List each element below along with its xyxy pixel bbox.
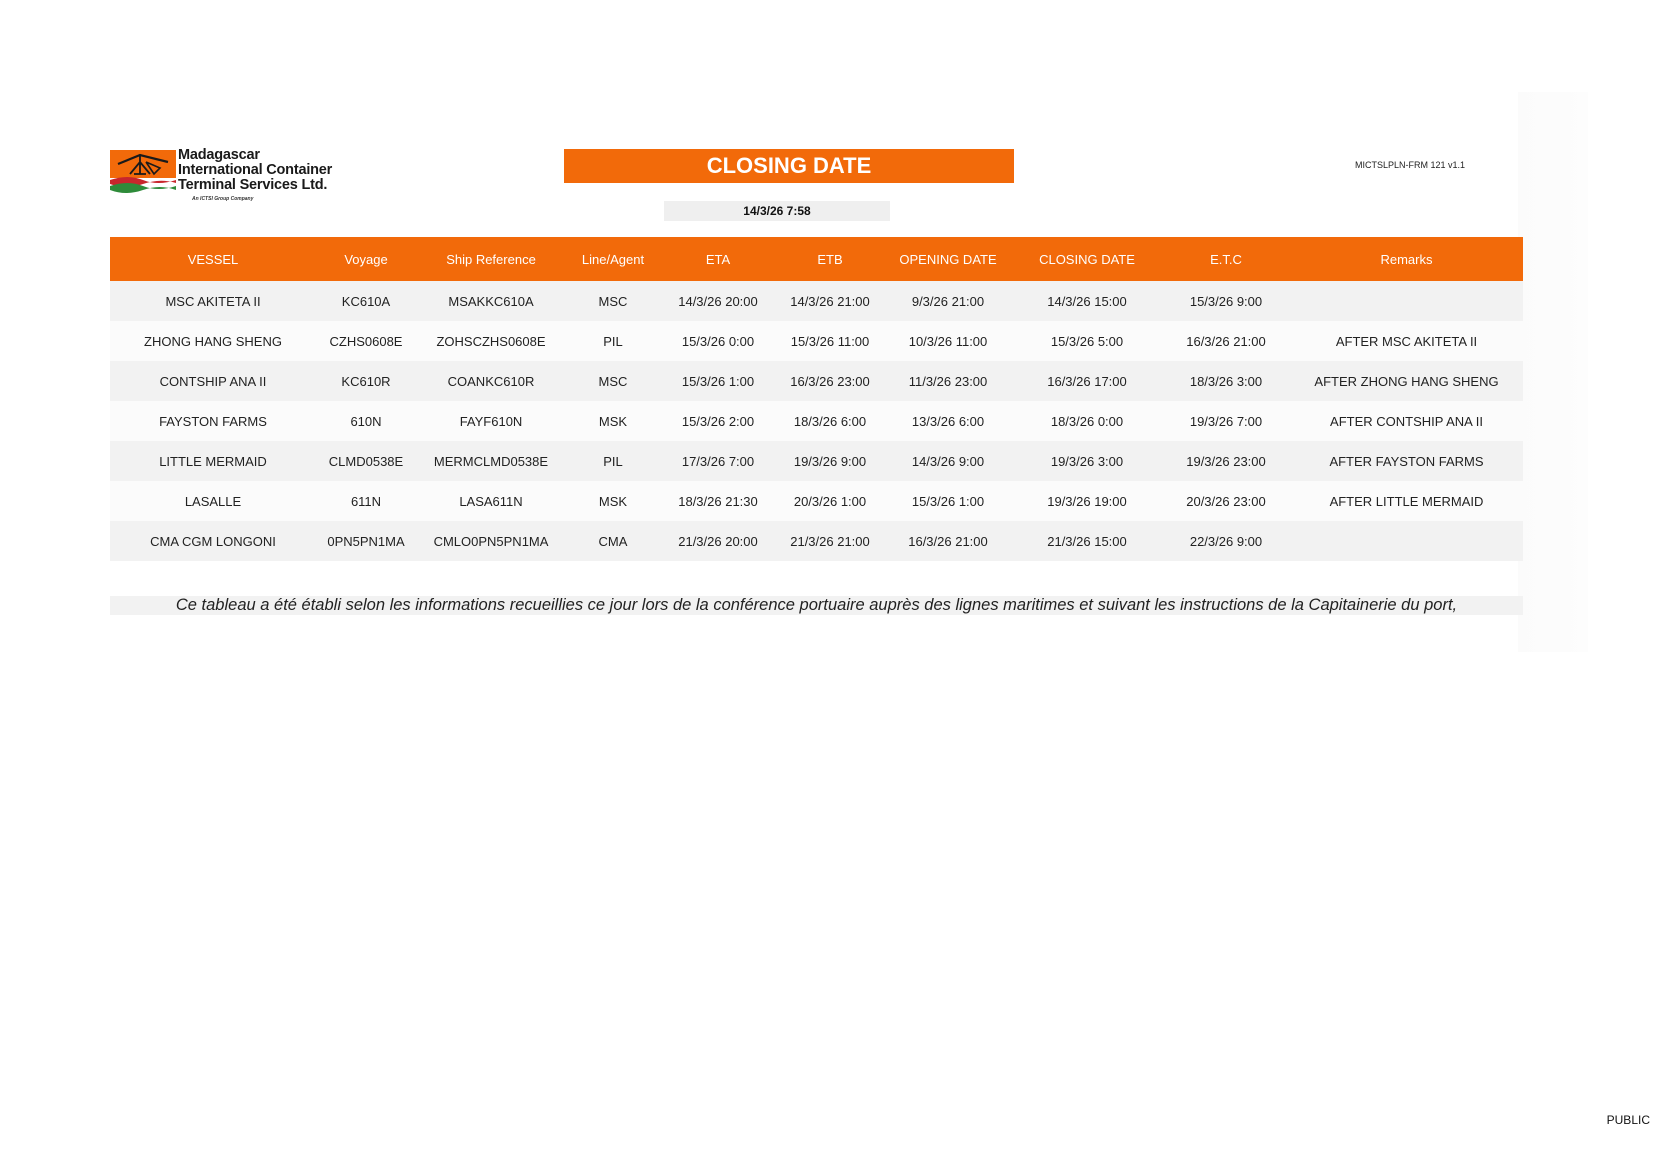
table-row (110, 481, 1523, 521)
crane-logo-icon (110, 150, 176, 196)
cell-etb: 16/3/26 23:00 (776, 361, 884, 401)
column-header-etc: E.T.C (1162, 237, 1290, 281)
cell-etb: 20/3/26 1:00 (776, 481, 884, 521)
cell-line-agent: MSK (566, 401, 660, 441)
cell-remarks: AFTER FAYSTON FARMS (1290, 441, 1523, 481)
cell-ship-reference: MSAKKC610A (416, 281, 566, 321)
cell-vessel: LASALLE (110, 481, 316, 521)
cell-line-agent: MSK (566, 481, 660, 521)
column-header-vessel: VESSEL (110, 237, 316, 281)
cell-vessel: FAYSTON FARMS (110, 401, 316, 441)
cell-opening-date: 16/3/26 21:00 (884, 521, 1012, 561)
cell-ship-reference: FAYF610N (416, 401, 566, 441)
sheet-edge-shade (1518, 92, 1588, 652)
cell-etb: 19/3/26 9:00 (776, 441, 884, 481)
cell-closing-date: 21/3/26 15:00 (1012, 521, 1162, 561)
footnote: Ce tableau a été établi selon les informations recueillies ce jour lors de la conférence portuaire auprès des lignes maritimes et suivant les instructions de la Capitainerie du port, (110, 596, 1523, 615)
cell-opening-date: 10/3/26 11:00 (884, 321, 1012, 361)
cell-closing-date: 14/3/26 15:00 (1012, 281, 1162, 321)
table-row (110, 441, 1523, 481)
table-row (110, 521, 1523, 561)
cell-remarks: AFTER CONTSHIP ANA II (1290, 401, 1523, 441)
cell-vessel: CMA CGM LONGONI (110, 521, 316, 561)
cell-line-agent: MSC (566, 361, 660, 401)
company-tagline: An ICTSI Group Company (192, 196, 254, 202)
cell-eta: 18/3/26 21:30 (660, 481, 776, 521)
column-header-etb: ETB (776, 237, 884, 281)
cell-eta: 15/3/26 0:00 (660, 321, 776, 361)
cell-line-agent: CMA (566, 521, 660, 561)
column-header-eta: ETA (660, 237, 776, 281)
cell-voyage: CZHS0608E (316, 321, 416, 361)
column-header-line-agent: Line/Agent (566, 237, 660, 281)
table-row (110, 361, 1523, 401)
cell-opening-date: 13/3/26 6:00 (884, 401, 1012, 441)
cell-voyage: KC610R (316, 361, 416, 401)
column-header-ship-reference: Ship Reference (416, 237, 566, 281)
cell-etc: 16/3/26 21:00 (1162, 321, 1290, 361)
cell-line-agent: PIL (566, 321, 660, 361)
cell-voyage: CLMD0538E (316, 441, 416, 481)
table-row (110, 321, 1523, 361)
cell-closing-date: 18/3/26 0:00 (1012, 401, 1162, 441)
cell-closing-date: 19/3/26 3:00 (1012, 441, 1162, 481)
cell-ship-reference: ZOHSCZHS0608E (416, 321, 566, 361)
cell-remarks: AFTER ZHONG HANG SHENG (1290, 361, 1523, 401)
cell-voyage: 610N (316, 401, 416, 441)
classification-label: PUBLIC (1606, 1113, 1650, 1127)
vessel-schedule-table (110, 237, 1523, 561)
table-row (110, 401, 1523, 441)
cell-etc: 22/3/26 9:00 (1162, 521, 1290, 561)
cell-etc: 18/3/26 3:00 (1162, 361, 1290, 401)
cell-line-agent: MSC (566, 281, 660, 321)
cell-closing-date: 16/3/26 17:00 (1012, 361, 1162, 401)
form-code: MICTSLPLN-FRM 121 v1.1 (1354, 160, 1466, 170)
cell-ship-reference: LASA611N (416, 481, 566, 521)
cell-closing-date: 19/3/26 19:00 (1012, 481, 1162, 521)
cell-opening-date: 9/3/26 21:00 (884, 281, 1012, 321)
cell-remarks (1290, 521, 1523, 561)
column-header-remarks: Remarks (1290, 237, 1523, 281)
cell-etb: 14/3/26 21:00 (776, 281, 884, 321)
cell-etc: 19/3/26 7:00 (1162, 401, 1290, 441)
cell-opening-date: 15/3/26 1:00 (884, 481, 1012, 521)
cell-ship-reference: COANKC610R (416, 361, 566, 401)
column-header-closing-date: CLOSING DATE (1012, 237, 1162, 281)
cell-line-agent: PIL (566, 441, 660, 481)
cell-voyage: 0PN5PN1MA (316, 521, 416, 561)
cell-voyage: KC610A (316, 281, 416, 321)
cell-ship-reference: CMLO0PN5PN1MA (416, 521, 566, 561)
column-header-voyage: Voyage (316, 237, 416, 281)
company-name: Madagascar International Container Terminal Services Ltd. (178, 147, 333, 193)
cell-etc: 20/3/26 23:00 (1162, 481, 1290, 521)
cell-voyage: 611N (316, 481, 416, 521)
cell-vessel: ZHONG HANG SHENG (110, 321, 316, 361)
cell-vessel: LITTLE MERMAID (110, 441, 316, 481)
document-title: CLOSING DATE (564, 149, 1014, 183)
table-header-row (110, 237, 1523, 281)
table-row (110, 281, 1523, 321)
cell-closing-date: 15/3/26 5:00 (1012, 321, 1162, 361)
generated-timestamp: 14/3/26 7:58 (664, 201, 890, 221)
cell-etb: 15/3/26 11:00 (776, 321, 884, 361)
cell-etb: 21/3/26 21:00 (776, 521, 884, 561)
cell-etb: 18/3/26 6:00 (776, 401, 884, 441)
cell-eta: 15/3/26 1:00 (660, 361, 776, 401)
cell-opening-date: 11/3/26 23:00 (884, 361, 1012, 401)
cell-eta: 15/3/26 2:00 (660, 401, 776, 441)
company-logo (110, 146, 350, 208)
cell-opening-date: 14/3/26 9:00 (884, 441, 1012, 481)
cell-vessel: CONTSHIP ANA II (110, 361, 316, 401)
cell-ship-reference: MERMCLMD0538E (416, 441, 566, 481)
cell-remarks (1290, 281, 1523, 321)
cell-eta: 21/3/26 20:00 (660, 521, 776, 561)
cell-etc: 15/3/26 9:00 (1162, 281, 1290, 321)
cell-remarks: AFTER MSC AKITETA II (1290, 321, 1523, 361)
cell-eta: 14/3/26 20:00 (660, 281, 776, 321)
column-header-opening-date: OPENING DATE (884, 237, 1012, 281)
cell-vessel: MSC AKITETA II (110, 281, 316, 321)
cell-remarks: AFTER LITTLE MERMAID (1290, 481, 1523, 521)
cell-etc: 19/3/26 23:00 (1162, 441, 1290, 481)
cell-eta: 17/3/26 7:00 (660, 441, 776, 481)
